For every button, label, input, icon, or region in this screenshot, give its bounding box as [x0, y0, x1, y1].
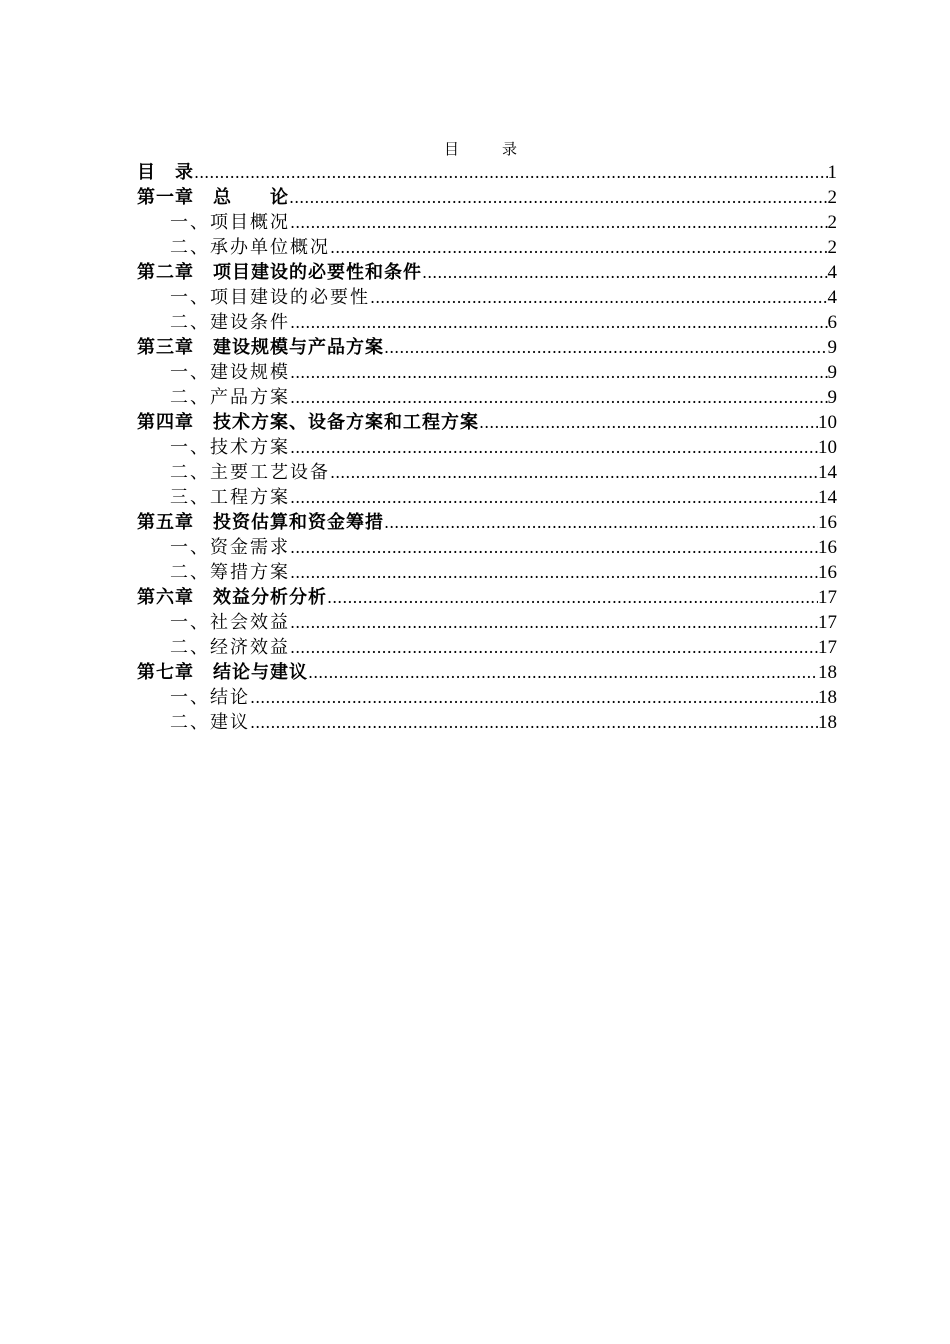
- toc-entry-label: 二、主要工艺设备: [170, 462, 330, 483]
- toc-page-number: 16: [818, 537, 837, 558]
- toc-entry-label: 一、结论: [170, 687, 250, 708]
- toc-entry-label: 一、项目概况: [170, 212, 290, 233]
- dot-leader: [290, 310, 828, 335]
- toc-page-number: 18: [818, 687, 837, 708]
- toc-page-number: 16: [818, 562, 837, 583]
- dot-leader: [250, 685, 818, 710]
- toc-entry-chapter-7[interactable]: [137, 660, 837, 685]
- toc-entry-label: 一、资金需求: [170, 537, 290, 558]
- dot-leader: [384, 335, 828, 360]
- toc-entry-label: 一、建设规模: [170, 362, 290, 383]
- toc-page-number: 10: [818, 412, 837, 433]
- toc-entry-label: 二、承办单位概况: [170, 237, 330, 258]
- toc-page-number: 4: [827, 262, 837, 283]
- page-title: 目 录: [443, 140, 531, 158]
- toc-entry-label: 一、社会效益: [170, 612, 290, 633]
- dot-leader: [330, 460, 818, 485]
- toc-entry-label: 二、建设条件: [170, 312, 290, 333]
- toc-page-number: 17: [818, 587, 837, 608]
- toc-entry-section[interactable]: [137, 635, 837, 660]
- toc-page-number: 9: [827, 337, 837, 358]
- dot-leader: [384, 510, 818, 535]
- toc-entry-section[interactable]: [137, 460, 837, 485]
- toc-entry-label: 第六章 效益分析分析: [137, 587, 327, 608]
- toc-entry-section[interactable]: [137, 310, 837, 335]
- dot-leader: [422, 260, 828, 285]
- toc-entry-section[interactable]: [137, 535, 837, 560]
- toc-entry-section[interactable]: [137, 685, 837, 710]
- dot-leader: [194, 160, 828, 185]
- dot-leader: [327, 585, 818, 610]
- toc-entry-chapter-3[interactable]: [137, 335, 837, 360]
- dot-leader: [290, 535, 818, 560]
- toc-entry-section[interactable]: [137, 485, 837, 510]
- toc-entry-label: 第三章 建设规模与产品方案: [137, 337, 384, 358]
- toc-entry-chapter-1[interactable]: [137, 185, 837, 210]
- toc-entry-label: 一、项目建设的必要性: [170, 287, 370, 308]
- dot-leader: [290, 210, 828, 235]
- toc-page-number: 14: [818, 462, 837, 483]
- toc-entry-chapter-5[interactable]: [137, 510, 837, 535]
- toc-page-number: 6: [827, 312, 837, 333]
- toc-page-number: 2: [827, 237, 837, 258]
- toc-entry-section[interactable]: [137, 385, 837, 410]
- toc-entry-label: 一、技术方案: [170, 437, 290, 458]
- dot-leader: [290, 385, 828, 410]
- toc-entry-label: 二、产品方案: [170, 387, 290, 408]
- toc-entry-section[interactable]: [137, 285, 837, 310]
- toc-page-number: 18: [818, 712, 837, 733]
- toc-entry-contents[interactable]: [137, 160, 837, 185]
- dot-leader: [290, 435, 818, 460]
- dot-leader: [370, 285, 828, 310]
- toc-entry-chapter-6[interactable]: [137, 585, 837, 610]
- toc-entry-label: 三、工程方案: [170, 487, 290, 508]
- dot-leader: [290, 610, 818, 635]
- toc-page-number: 17: [818, 637, 837, 658]
- toc-entry-label: 二、经济效益: [170, 637, 290, 658]
- toc-entry-section[interactable]: [137, 435, 837, 460]
- toc-entry-label: 第七章 结论与建议: [137, 662, 308, 683]
- toc-page-number: 2: [827, 212, 837, 233]
- toc-entry-section[interactable]: [137, 710, 837, 735]
- toc-entry-label: 目 录: [137, 162, 194, 183]
- dot-leader: [290, 560, 818, 585]
- dot-leader: [330, 235, 828, 260]
- toc-page-number: 9: [827, 362, 837, 383]
- toc-page-number: 17: [818, 612, 837, 633]
- toc-entry-chapter-2[interactable]: [137, 260, 837, 285]
- toc-entry-chapter-4[interactable]: [137, 410, 837, 435]
- table-of-contents: [137, 160, 837, 735]
- toc-entry-section[interactable]: [137, 210, 837, 235]
- toc-page-number: 14: [818, 487, 837, 508]
- toc-entry-label: 第一章 总 论: [137, 187, 289, 208]
- toc-page-number: 10: [818, 437, 837, 458]
- dot-leader: [290, 360, 828, 385]
- toc-entry-section[interactable]: [137, 360, 837, 385]
- dot-leader: [479, 410, 818, 435]
- toc-entry-label: 第四章 技术方案、设备方案和工程方案: [137, 412, 479, 433]
- toc-page-number: 2: [827, 187, 837, 208]
- dot-leader: [289, 185, 828, 210]
- toc-entry-section[interactable]: [137, 610, 837, 635]
- toc-entry-label: 第二章 项目建设的必要性和条件: [137, 262, 422, 283]
- dot-leader: [290, 635, 818, 660]
- dot-leader: [250, 710, 818, 735]
- toc-page-number: 9: [827, 387, 837, 408]
- dot-leader: [290, 485, 818, 510]
- toc-entry-section[interactable]: [137, 560, 837, 585]
- toc-page-number: 16: [818, 512, 837, 533]
- toc-page-number: 4: [827, 287, 837, 308]
- toc-entry-section[interactable]: [137, 235, 837, 260]
- toc-page-number: 18: [818, 662, 837, 683]
- toc-page-number: 1: [827, 162, 837, 183]
- toc-entry-label: 第五章 投资估算和资金筹措: [137, 512, 384, 533]
- toc-entry-label: 二、筹措方案: [170, 562, 290, 583]
- toc-entry-label: 二、建议: [170, 712, 250, 733]
- dot-leader: [308, 660, 818, 685]
